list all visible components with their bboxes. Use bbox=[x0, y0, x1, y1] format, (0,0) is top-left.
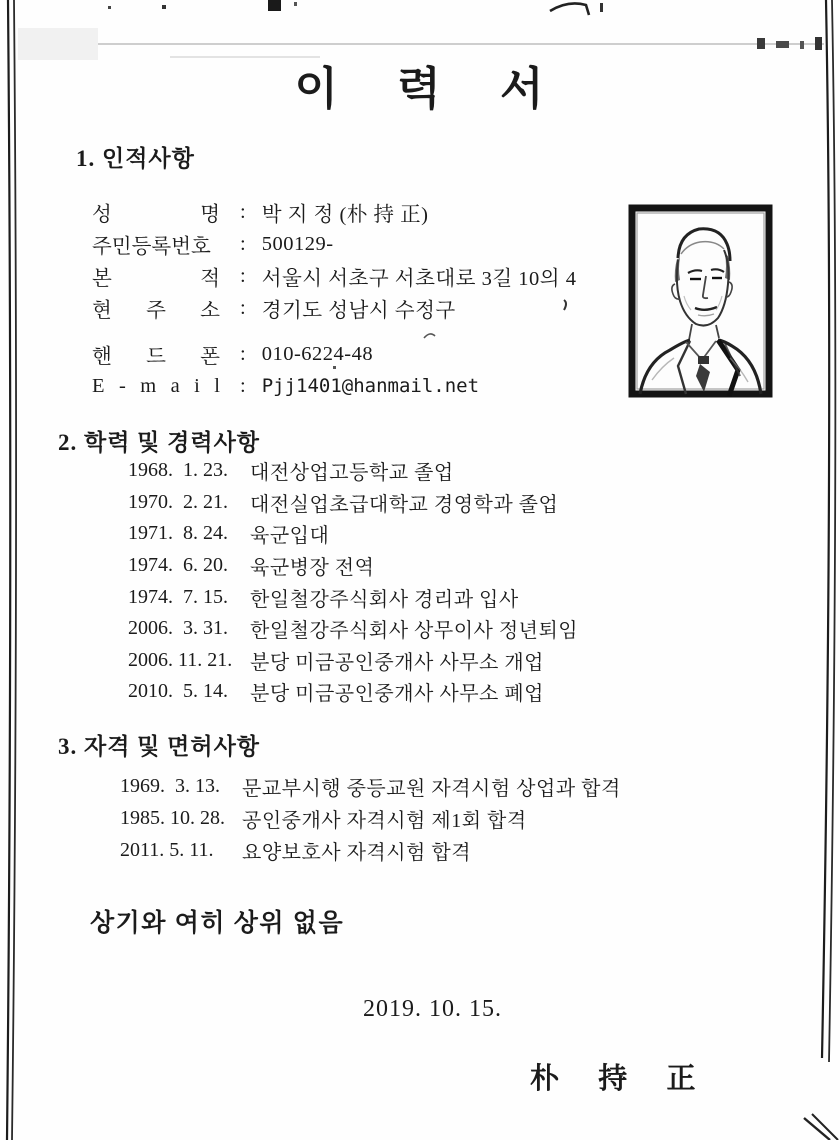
entry-date: 1971. 8. 24. bbox=[128, 522, 228, 545]
entry-desc: 요양보호사 자격시험 합격 bbox=[242, 841, 472, 864]
entry-desc: 한일철강주식회사 경리과 입사 bbox=[250, 588, 519, 611]
personal-fields bbox=[92, 196, 576, 324]
field-resident-id bbox=[92, 228, 576, 260]
contact-fields bbox=[92, 338, 479, 402]
career-entries bbox=[128, 455, 578, 708]
field-email bbox=[92, 370, 479, 402]
career-entry bbox=[128, 676, 578, 708]
field-mobile-phone-label: 핸 드 폰 bbox=[92, 346, 220, 368]
field-separator: : bbox=[240, 296, 246, 319]
field-separator: : bbox=[240, 200, 246, 223]
entry-date: 2011. 5. 11. bbox=[120, 838, 214, 861]
entry-desc: 한일철강주식회사 상무이사 정년퇴임 bbox=[250, 620, 579, 643]
portrait-photo bbox=[628, 204, 773, 398]
field-name bbox=[92, 196, 576, 228]
signature-name: 朴 持 正 bbox=[530, 1063, 696, 1095]
field-current-address-label: 현 주 소 bbox=[92, 300, 220, 322]
entry-date: 2006. 3. 31. bbox=[128, 617, 228, 640]
entry-date: 1968. 1. 23. bbox=[128, 459, 228, 482]
field-name-value: 박 지 정 (朴 持 正) bbox=[261, 204, 429, 226]
career-entry bbox=[128, 613, 578, 645]
field-current-address-value: 경기도 성남시 수정구 bbox=[261, 300, 456, 322]
section-heading-career: 2. 학력 및 경력사항 bbox=[58, 430, 261, 455]
field-resident-id-value: 500129- bbox=[261, 232, 334, 255]
entry-date: 1974. 7. 15. bbox=[128, 585, 228, 608]
field-separator: : bbox=[240, 342, 246, 365]
entry-date: 2006. 11. 21. bbox=[128, 648, 233, 671]
career-entry bbox=[128, 487, 578, 519]
declaration-statement: 상기와 여히 상위 없음 bbox=[90, 910, 345, 937]
entry-date: 1970. 2. 21. bbox=[128, 490, 228, 513]
license-entry bbox=[120, 770, 621, 802]
entry-date: 1974. 6. 20. bbox=[128, 554, 228, 577]
field-separator: : bbox=[240, 232, 246, 255]
field-email-value: Pjj1401@hanmail.net bbox=[261, 375, 480, 397]
entry-date: 1985. 10. 28. bbox=[120, 806, 225, 829]
entry-desc: 대전상업고등학교 졸업 bbox=[250, 462, 454, 485]
entry-desc: 대전실업초급대학교 경영학과 졸업 bbox=[250, 493, 559, 516]
section-heading-license: 3. 자격 및 면허사항 bbox=[58, 734, 261, 759]
field-registered-domicile-label: 본 적 bbox=[92, 268, 220, 290]
field-name-label: 성 명 bbox=[92, 204, 220, 226]
section-heading-personal: 1. 인적사항 bbox=[76, 146, 195, 171]
signature-date: 2019. 10. 15. bbox=[363, 996, 502, 1022]
entry-desc: 문교부시행 중등교원 자격시험 상업과 합격 bbox=[242, 777, 621, 800]
career-entry bbox=[128, 550, 578, 582]
entry-desc: 공인중개사 자격시험 제1회 합격 bbox=[242, 809, 527, 832]
field-email-label: E - m a i l bbox=[92, 374, 220, 397]
license-entry bbox=[120, 834, 621, 866]
field-registered-domicile-value: 서울시 서초구 서초대로 3길 10의 4 bbox=[261, 268, 577, 290]
entry-date: 2010. 5. 14. bbox=[128, 680, 228, 703]
field-resident-id-label: 주민등록번호 bbox=[92, 236, 211, 258]
entry-desc: 육군입대 bbox=[250, 525, 330, 548]
license-entries bbox=[120, 770, 621, 866]
entry-date: 1969. 3. 13. bbox=[120, 774, 220, 797]
career-entry bbox=[128, 455, 578, 487]
entry-desc: 분당 미금공인중개사 사무소 폐업 bbox=[250, 683, 544, 706]
career-entry bbox=[128, 645, 578, 677]
field-mobile-phone bbox=[92, 338, 479, 370]
career-entry bbox=[128, 581, 578, 613]
page-title: 이 력 서 bbox=[294, 64, 546, 114]
career-entry bbox=[128, 518, 578, 550]
field-registered-domicile bbox=[92, 260, 576, 292]
field-current-address bbox=[92, 292, 576, 324]
field-separator: : bbox=[240, 374, 246, 397]
entry-desc: 육군병장 전역 bbox=[250, 557, 375, 580]
field-mobile-phone-value: 010-6224-48 bbox=[261, 342, 374, 365]
license-entry bbox=[120, 802, 621, 834]
portrait-photo-icon bbox=[628, 204, 773, 398]
entry-desc: 분당 미금공인중개사 사무소 개업 bbox=[250, 651, 544, 674]
field-separator: : bbox=[240, 264, 246, 287]
